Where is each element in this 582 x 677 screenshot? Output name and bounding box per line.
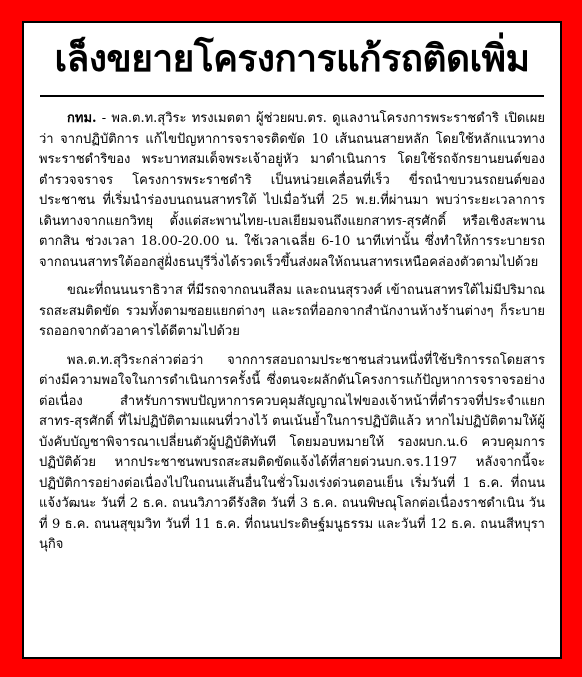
headline: เล็งขยายโครงการแก้รถติดเพิ่ม xyxy=(40,35,544,97)
article-body xyxy=(39,109,545,556)
paragraph-1-text: - พล.ต.ท.สุวิระ ทรงเมตตา ผู้ช่วยผบ.ตร. ดูแลงานโครงการพระราชดำริ เปิดเผยว่า จากปฏิบัติการ แก้ไขปัญหาการจราจรติดขัด 10 เส้นถนนสายหลัก โดยใช้หลักแนวทางพระราชดำริของ พระบาทสมเด็จพระเจ้าอยู่หัว มาดำเนินการ โดยใช้รถจักรยานยนต์ของตำรวจจราจร โครงการพระราชดำริ เป็นหน่วยเคลื่อนที่เร็ว ขี่รถนำขบวนรถยนต์ของประชาชน ที่เริ่มนำร่องบนถนนสาทรใต้ ไปเมื่อวันที่ 25 พ.ย.ที่ผ่านมา พบว่าระยะเวลาการเดินทางจากแยกวิทยุ ตั้งแต่สะพานไทย-เบลเยียมจนถึงแยกสาทร-สุรศักดิ์ หรือเชิงสะพานตากสิน ช่วงเวลา 18.00-20.00 น. ใช้เวลาเฉลี่ย 6-10 นาทีเท่านั้น ซึ่งทำให้การระบายรถจากถนนสาทรใต้ออกสู่ฝั่งธนบุรีวิ่งได้รวดเร็วขึ้นส่งผลให้ถนนสาทรเหนือคล่องตัวตามไปด้วย xyxy=(39,111,546,270)
paragraph-3: พล.ต.ท.สุวิระกล่าวต่อว่า จากการสอบถามประชาชนส่วนหนึ่งที่ใช้บริการรถโดยสารต่างมีความพอใจในการดำเนินการครั้งนี้ ซึ่งตนจะผลักดันโครงการแก้ปัญหาการจราจรอย่างต่อเนื่อง สำหรับการพบปัญหาการควบคุมสัญญาณไฟของเจ้าหน้าที่ตำรวจที่ประจำแยกสาทร-สุรศักดิ์ ที่ไม่ปฏิบัติตามแผนที่วางไว้ ตนเน้นย้ำในการปฏิบัติแล้ว หากไม่ปฏิบัติตามให้ผู้บังคับบัญชาพิจารณาเปลี่ยนตัวผู้ปฏิบัติทันที โดยมอบหมายให้ รองผบก.น.6 ควบคุมการปฏิบัติด้วย หากประชาชนพบรถสะสมติดขัดแจ้งได้ที่สายด่วนบก.จร.1197 หลังจากนี้จะปฏิบัติการอย่างต่อเนื่องไปในถนนเส้นอื่นในชั่วโมงเร่งด่วนตอนเย็น เริ่มวันที่ 1 ธ.ค. ที่ถนนแจ้งวัฒนะ วันที่ 2 ธ.ค. ถนนวิภาวดีรังสิต วันที่ 3 ธ.ค. ถนนพิษณุโลกต่อเนื่องราชดำเนิน วันที่ 9 ธ.ค. ถนนสุขุมวิท วันที่ 11 ธ.ค. ที่ถนนประดิษฐ์มนูธรรม และวันที่ 12 ธ.ค. ถนนสีหบุรานุกิจ xyxy=(39,352,545,552)
paragraph-2: ขณะที่ถนนนราธิวาส ที่มีรถจากถนนสีลม และถนนสุรวงศ์ เข้าถนนสาทรใต้ไม่มีปริมาณรถสะสมติดขัด รวมทั้งตามซอยแยกต่างๆ และรถที่ออกจากสำนักงานห้างร้านต่างๆ ก็ระบายรถออกจากตัวอาคารได้ดีตามไปด้วย xyxy=(39,283,545,339)
news-clipping xyxy=(22,21,562,659)
paragraph-1 xyxy=(39,109,545,273)
dateline: กทม. xyxy=(67,111,97,126)
